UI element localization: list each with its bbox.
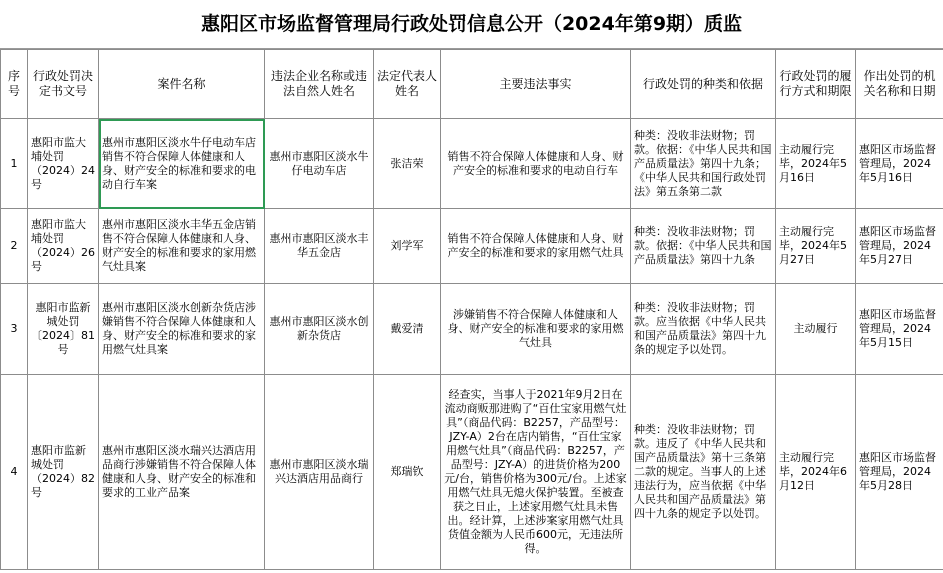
cell-authority[interactable]: 惠阳区市场监督管理局，2024年5月15日 [856,284,943,375]
cell-party[interactable]: 惠州市惠阳区淡水创新杂货店 [265,284,374,375]
table-row [1,209,943,284]
cell-legal-rep[interactable]: 戴爱清 [374,284,441,375]
cell-execution[interactable]: 主动履行 [776,284,856,375]
cell-party[interactable]: 惠州市惠阳区淡水牛仔电动车店 [265,119,374,209]
cell-facts[interactable]: 经查实，当事人于2021年9月2日在流动商贩那进购了“百仕宝家用燃气灶具”（商品代码：B2257，产品型号：JZY-A）2台在店内销售，“百仕宝家用燃气灶具”（商品代码：B2257，产品型号：JZY-A）的进货价格为200元/台，销售价格为300元/台。上述家用燃气灶具无熄火保护装置。至被查获之日止，上述家用燃气灶具未售出。经计算，上述涉案家用燃气灶具货值金额为人民币600元，无违法所得。 [441,375,631,570]
header-facts[interactable]: 主要违法事实 [441,50,631,119]
cell-doc-number[interactable]: 惠阳市监大埔处罚（2024）26号 [28,209,99,284]
cell-legal-rep[interactable]: 郑瑞钦 [374,375,441,570]
cell-facts[interactable]: 销售不符合保障人体健康和人身、财产安全的标准和要求的电动自行车 [441,119,631,209]
cell-authority[interactable]: 惠阳区市场监督管理局，2024年5月28日 [856,375,943,570]
cell-no[interactable]: 3 [1,284,28,375]
header-authority[interactable]: 作出处罚的机关名称和日期 [856,50,943,119]
table-row [1,284,943,375]
cell-case-name[interactable]: 惠州市惠阳区淡水创新杂货店涉嫌销售不符合保障人体健康和人身、财产安全的标准和要求的家用燃气灶具案 [99,284,265,375]
cell-execution[interactable]: 主动履行完毕，2024年6月12日 [776,375,856,570]
cell-doc-number[interactable]: 惠阳市监新城处罚（2024）82号 [28,375,99,570]
table-row [1,119,943,209]
header-party[interactable]: 违法企业名称或违法自然人姓名 [265,50,374,119]
cell-execution[interactable]: 主动履行完毕，2024年5月16日 [776,119,856,209]
cell-case-name[interactable]: 惠州市惠阳区淡水丰华五金店销售不符合保障人体健康和人身、财产安全的标准和要求的家用燃气灶具案 [99,209,265,284]
cell-case-name-selected[interactable]: 惠州市惠阳区淡水牛仔电动车店销售不符合保障人体健康和人身、财产安全的标准和要求的电动自行车案 [99,119,265,209]
cell-legal-rep[interactable]: 刘学军 [374,209,441,284]
header-doc-number[interactable]: 行政处罚决定书文号 [28,50,99,119]
cell-execution[interactable]: 主动履行完毕，2024年5月27日 [776,209,856,284]
header-execution[interactable]: 行政处罚的履行方式和期限 [776,50,856,119]
cell-facts[interactable]: 涉嫌销售不符合保障人体健康和人身、财产安全的标准和要求的家用燃气灶具 [441,284,631,375]
cell-party[interactable]: 惠州市惠阳区淡水丰华五金店 [265,209,374,284]
cell-authority[interactable]: 惠阳区市场监督管理局，2024年5月27日 [856,209,943,284]
cell-facts[interactable]: 销售不符合保障人体健康和人身、财产安全的标准和要求的家用燃气灶具 [441,209,631,284]
cell-case-name[interactable]: 惠州市惠阳区淡水瑞兴达酒店用品商行涉嫌销售不符合保障人体健康和人身、财产安全的标准和要求的工业产品案 [99,375,265,570]
header-case-name[interactable]: 案件名称 [99,50,265,119]
cell-penalty[interactable]: 种类：没收非法财物；罚款。依据：《中华人民共和国产品质量法》第四十九条 [631,209,776,284]
header-penalty[interactable]: 行政处罚的种类和依据 [631,50,776,119]
header-no[interactable]: 序号 [1,50,28,119]
header-row [1,50,943,119]
cell-doc-number[interactable]: 惠阳市监大埔处罚（2024）24号 [28,119,99,209]
cell-legal-rep[interactable]: 张洁荣 [374,119,441,209]
cell-no[interactable]: 2 [1,209,28,284]
table-row [1,375,943,570]
cell-no[interactable]: 4 [1,375,28,570]
page-title: 惠阳区市场监督管理局行政处罚信息公开（2024年第9期）质监 [0,0,943,49]
cell-penalty[interactable]: 种类：没收非法财物；罚款。依据：《中华人民共和国产品质量法》第四十九条；《中华人民共和国行政处罚法》第五条第二款 [631,119,776,209]
cell-no[interactable]: 1 [1,119,28,209]
cell-penalty[interactable]: 种类：没收非法财物；罚款。应当依据《中华人民共和国产品质量法》第四十九条的规定予以处罚。 [631,284,776,375]
cell-penalty[interactable]: 种类：没收非法财物；罚款。违反了《中华人民共和国产品质量法》第十三条第二款的规定。当事人的上述违法行为，应当依据《中华人民共和国产品质量法》第四十九条的规定予以处罚。 [631,375,776,570]
cell-party[interactable]: 惠州市惠阳区淡水瑞兴达酒店用品商行 [265,375,374,570]
penalty-table [0,49,943,570]
cell-doc-number[interactable]: 惠阳市监新城处罚〔2024〕81号 [28,284,99,375]
cell-authority[interactable]: 惠阳区市场监督管理局，2024年5月16日 [856,119,943,209]
header-legal-rep[interactable]: 法定代表人姓名 [374,50,441,119]
